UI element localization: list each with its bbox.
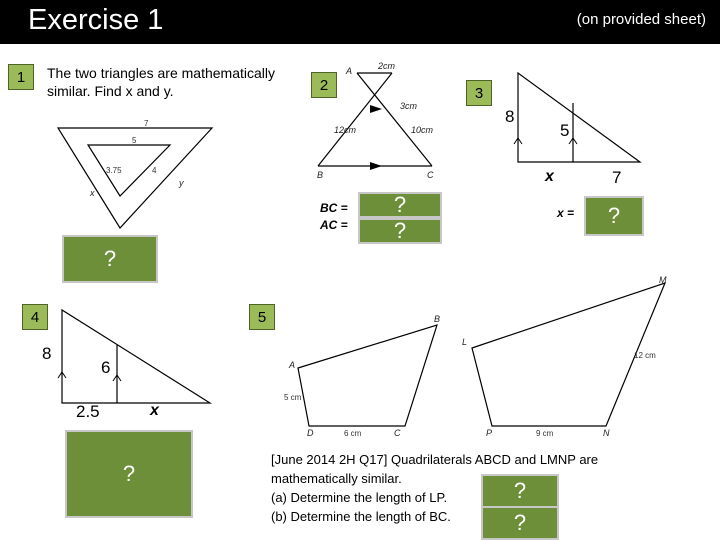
- q5-text-line1: [June 2014 2H Q17] Quadrilaterals ABCD and LMNP are: [271, 452, 599, 467]
- q2-arrow-bottom: [370, 162, 382, 170]
- q4-label-inner: 6: [101, 358, 111, 377]
- q1-label-inner-top: 5: [132, 136, 137, 145]
- q5-label-d: D: [307, 428, 314, 438]
- q2-answer-bc[interactable]: ?: [358, 192, 442, 218]
- q2-label-top: 2cm: [378, 61, 396, 71]
- slide-title: Exercise 1: [28, 4, 164, 36]
- q1-inner-triangle: [88, 145, 170, 196]
- q4-answer-box[interactable]: ?: [65, 430, 193, 518]
- q4-label-left: 8: [42, 344, 52, 363]
- q3-label-right: 7: [612, 168, 622, 187]
- q2-label-inner: 3cm: [400, 101, 418, 111]
- q1-number: 1: [8, 64, 34, 90]
- q2-label-b: B: [317, 170, 324, 180]
- q4-label-bottom-left: 2.5: [76, 402, 100, 421]
- q5-label-n: N: [603, 428, 610, 438]
- q2-label-left: 12cm: [334, 125, 357, 135]
- q5-label-9cm: 9 cm: [536, 429, 554, 438]
- q2-answer-ac[interactable]: ?: [358, 218, 442, 244]
- q2-eq-bc: BC =: [320, 201, 348, 215]
- q5-text-line2: mathematically similar.: [271, 471, 402, 486]
- q3-answer-box[interactable]: ?: [584, 196, 644, 236]
- q5-label-a: A: [289, 360, 296, 370]
- q5-text-line4: (b) Determine the length of BC.: [271, 509, 451, 524]
- q2-number: 2: [311, 72, 337, 98]
- q1-answer-box[interactable]: ?: [62, 235, 158, 283]
- q5-label-c: C: [394, 428, 401, 438]
- q3-label-inner: 5: [560, 121, 570, 140]
- q2-label-a: A: [346, 66, 353, 76]
- q5-label-12cm: 12 cm: [634, 351, 656, 360]
- q4-triangle: [62, 310, 210, 403]
- q1-label-inner-right: 4: [152, 166, 157, 175]
- slide-subtitle: (on provided sheet): [576, 11, 706, 28]
- q5-label-m: M: [659, 275, 667, 285]
- q5-answer-lp[interactable]: ?: [481, 474, 559, 508]
- q4-label-x: x: [150, 402, 159, 419]
- q2-arrow-top: [370, 105, 382, 113]
- q5-answer-bc[interactable]: ?: [481, 506, 559, 540]
- q1-label-inner-left: 3.75: [106, 166, 122, 175]
- q2-line-1: [357, 73, 432, 166]
- q1-text-line2: similar. Find x and y.: [47, 83, 174, 99]
- q5-label-p: P: [486, 428, 493, 438]
- q2-label-c: C: [427, 170, 434, 180]
- q4-number: 4: [22, 304, 48, 330]
- q3-label-x: x: [545, 168, 554, 185]
- q3-eq-x: x =: [557, 206, 575, 220]
- q3-number: 3: [466, 80, 492, 106]
- q5-label-5cm: 5 cm: [284, 393, 302, 402]
- q3-label-left: 8: [505, 107, 515, 126]
- q1-text-line1: The two triangles are mathematically: [47, 65, 275, 81]
- q2-label-right: 10cm: [411, 125, 434, 135]
- q5-text-line3: (a) Determine the length of LP.: [271, 490, 448, 505]
- q1-label-top: 7: [144, 119, 149, 128]
- q5-label-6cm: 6 cm: [344, 429, 362, 438]
- q2-eq-ac: AC =: [320, 218, 348, 232]
- q5-label-l: L: [462, 337, 468, 347]
- q1-label-x: x: [90, 188, 95, 198]
- q5-number: 5: [249, 304, 275, 330]
- q5-label-b: B: [434, 314, 441, 324]
- q3-triangle: [518, 73, 640, 162]
- q5-quad-abcd: [298, 325, 437, 426]
- q1-label-y: y: [179, 178, 184, 188]
